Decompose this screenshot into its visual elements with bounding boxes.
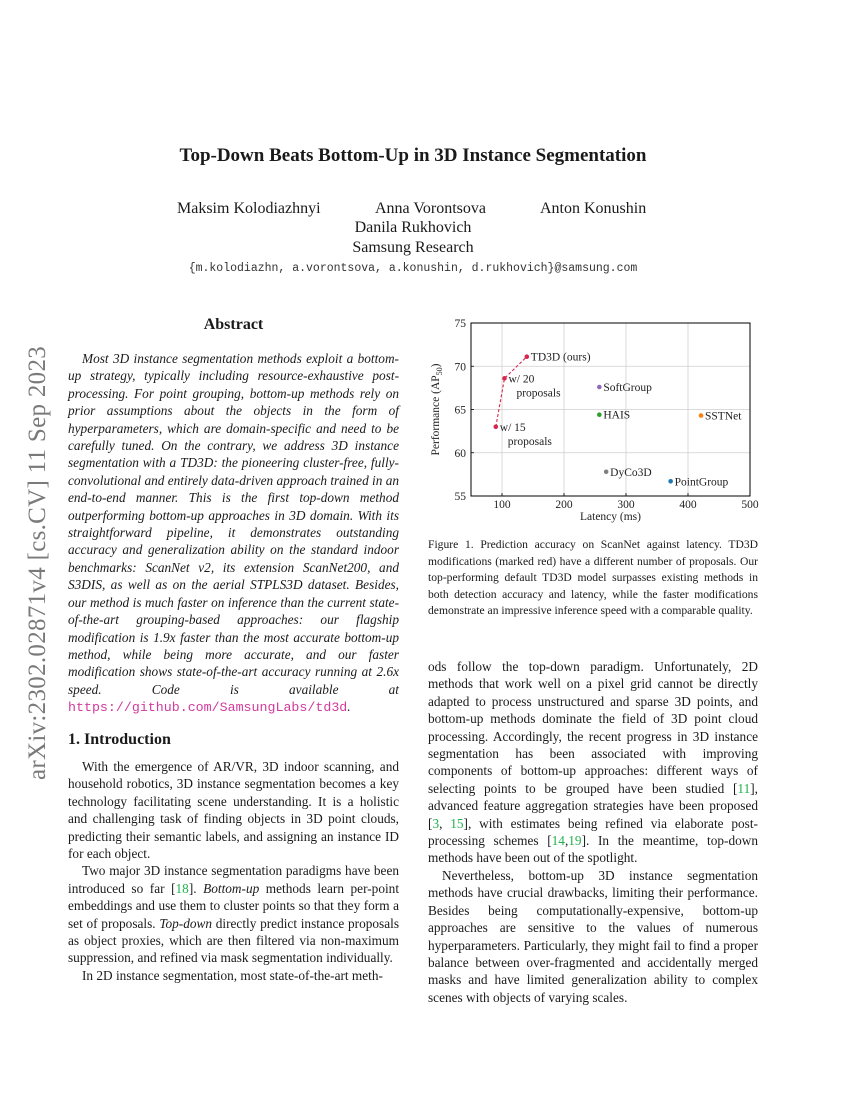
point-dyco3d — [604, 469, 609, 474]
y-tick-label: 65 — [454, 404, 466, 417]
point-td3d-ours — [525, 354, 530, 359]
intro-p4-text: ods follow the top-down paradigm. Unfortunately, 2D methods that work well on a pixel grid cannot be directly adapted to process unstructured and sparse 3D points, and bottom-up methods dominate the field of 3D point cloud processing. Accordingly, the recent progress in 3D instance segmentation has been associated with improving components of bottom-up approaches: different ways of selecting points to be grouped have been studied [ — [428, 659, 758, 796]
y-axis-label-end: ) — [430, 363, 442, 368]
x-tick-label: 200 — [555, 499, 573, 511]
point-label-td3d-ours: TD3D (ours) — [530, 351, 591, 364]
term-bottom-up: Bottom-up — [203, 880, 260, 896]
figure-1-caption: Figure 1. Prediction accuracy on ScanNet against latency. TD3D modifications (marked red) have a different number of proposals. Our top-performing default TD3D model surpasses existing methods in both detection accuracy and latency, while the faster modifications demonstrate an impressive inference speed with a comparable quality. — [428, 538, 758, 617]
author-emails: {m.kolodiazhn, a.vorontsova, a.konushin, d.rukhovich}@samsung.com — [188, 262, 638, 275]
point-label-hais: HAIS — [603, 409, 631, 422]
intro-p2-text: methods learn per-point embeddings and use them to cluster points so that they form a set of proposals. — [68, 880, 400, 931]
term-top-down: Top-down — [159, 915, 213, 931]
point-label-w-15-proposals: w/ 15 — [499, 421, 526, 434]
x-axis-label: Latency (ms) — [580, 511, 641, 523]
y-tick-label: 60 — [454, 447, 466, 460]
intro-p2-text: directly predict instance proposals as object proxies, which are then filtered via non-maximum suppression, and refined via mask segmentation individually. — [68, 915, 399, 966]
intro-paragraph-3: In 2D instance segmentation, most state-of-the-art meth- — [82, 967, 383, 983]
intro-paragraph-1: With the emergence of AR/VR, 3D indoor scanning, and household robotics, 3D instance segmentation becomes a key technology facilitating scene understanding. It is a holistic and challenging task of finding objects in 3D point clouds, predicting their semantic labels, and assigning an instance ID for each object. — [68, 759, 399, 862]
arxiv-sidebar-stamp: arXiv:2302.02871v4 [cs.CV] 11 Sep 2023 — [24, 345, 51, 780]
citation-separator: , — [564, 833, 569, 849]
x-tick-label: 300 — [617, 499, 635, 511]
point-label-w-15-proposals: proposals — [507, 435, 552, 448]
citation-14[interactable]: 14 — [551, 833, 565, 849]
abstract-heading: Abstract — [203, 316, 264, 333]
x-tick-label: 500 — [741, 499, 759, 511]
introduction-left-column — [68, 758, 399, 984]
author-4: Danila Rukhovich — [354, 219, 472, 236]
intro-p2-text: ]. — [188, 880, 204, 896]
latency-accuracy-chart — [420, 310, 765, 525]
citation-11[interactable]: 11 — [737, 780, 751, 796]
point-label-sstnet: SSTNet — [705, 410, 742, 423]
author-3: Anton Konushin — [540, 200, 647, 217]
abstract-end: . — [347, 699, 351, 715]
point-label-pointgroup: PointGroup — [674, 476, 729, 489]
intro-p2-text: Two major 3D instance segmentation paradigms have been introduced so far [ — [68, 863, 399, 896]
citation-18[interactable]: 18 — [175, 880, 189, 896]
intro-p4-text: ], advanced feature aggregation strategies have been proposed [ — [428, 780, 758, 831]
point-w-15-proposals — [494, 425, 499, 430]
point-label-w-20-proposals: w/ 20 — [508, 373, 535, 386]
point-hais — [597, 412, 602, 417]
y-tick-label: 75 — [454, 318, 466, 330]
citation-15[interactable]: 15 — [450, 815, 464, 831]
citation-19[interactable]: 19 — [568, 833, 582, 849]
abstract-body — [68, 350, 399, 717]
citation-separator: , — [439, 815, 451, 831]
point-softgroup — [597, 385, 602, 390]
intro-paragraph-5: Nevertheless, bottom-up 3D instance segmentation methods have crucial drawbacks, limiting their performance. Besides being computationally-expensive, bottom-up approaches are sensitive to the values of numerous hyperparameters. Particularly, they might fail to find a proper balance between over-fragmented and accidentally merged masks and have limited generalization ability to complex scenes with objects of varying scales. — [428, 867, 758, 1005]
point-label-dyco3d: DyCo3D — [610, 466, 652, 479]
y-tick-label: 55 — [454, 491, 466, 503]
point-label-w-20-proposals: proposals — [516, 387, 561, 400]
point-w-20-proposals — [502, 376, 507, 381]
point-sstnet — [699, 413, 704, 418]
introduction-heading: 1. Introduction — [68, 731, 171, 748]
citation-3[interactable]: 3 — [432, 815, 440, 831]
intro-p4-text: ]. In the meantime, top-down methods have been out of the spotlight. — [428, 833, 758, 866]
y-axis-label — [430, 363, 444, 455]
code-link[interactable]: https://github.com/SamsungLabs/td3d — [68, 700, 348, 716]
affiliation: Samsung Research — [352, 239, 474, 256]
point-pointgroup — [668, 479, 673, 484]
y-axis-label-main: Performance (AP — [430, 375, 442, 456]
intro-p4-text: ], with estimates being refined via elaborate post-processing schemes [ — [428, 815, 758, 849]
introduction-right-column — [428, 658, 758, 1006]
author-1: Maksim Kolodiazhnyi — [177, 200, 321, 217]
y-tick-label: 70 — [454, 361, 466, 374]
x-tick-label: 400 — [679, 499, 697, 511]
x-tick-label: 100 — [493, 499, 511, 511]
intro-paragraph-4 — [428, 658, 758, 867]
y-axis-label-subscript: 50 — [435, 367, 444, 376]
intro-paragraph-2 — [68, 862, 399, 966]
point-label-softgroup: SoftGroup — [603, 382, 652, 395]
paper-title: Top-Down Beats Bottom-Up in 3D Instance Segmentation — [179, 145, 647, 166]
abstract-text: Most 3D instance segmentation methods exploit a bottom-up strategy, typically including resource-exhaustive post-processing. For point grouping, bottom-up methods rely on prior assumptions about the objects in the form of hyperparameters, which are domain-specific and need to be carefully tuned. On the contrary, we address 3D instance segmentation with a TD3D: the pioneering cluster-free, fully-convolutional and entirely data-driven approach trained in an end-to-end manner. This is the first top-down method outperforming bottom-up approaches in 3D domain. With its straightforward pipeline, it demonstrates outstanding accuracy and generalization ability on the standard indoor benchmarks: ScanNet v2, its extension ScanNet200, and S3DIS, as well as on the aerial STPLS3D dataset. Besides, our method is much faster on inference than the current state-of-the-art grouping-based approaches: our flagship modification is 1.9x faster than the most accurate bottom-up method, while being more accurate, and our faster modification shows state-of-the-art accuracy running at 2.6x speed. Code is available at — [68, 351, 400, 697]
author-2: Anna Vorontsova — [375, 200, 486, 217]
